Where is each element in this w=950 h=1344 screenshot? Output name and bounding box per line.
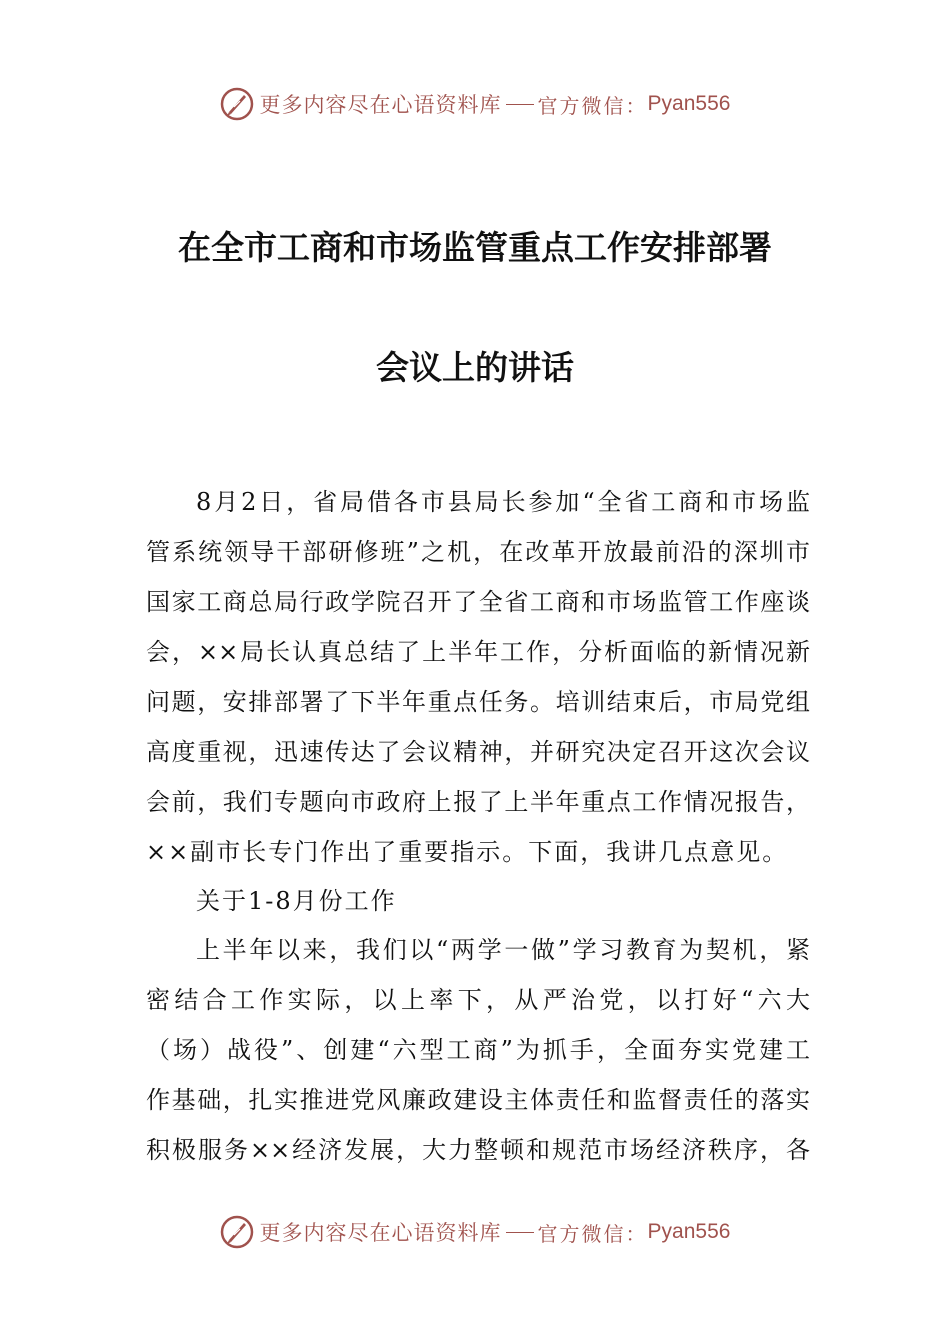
watermark-dash bbox=[506, 104, 534, 105]
paragraph1-line: 管系统领导干部研修班”之机，在改革开放最前沿的深圳市 bbox=[146, 538, 810, 566]
paragraph2-line: 密结合工作实际，以上率下，从严治党，以打好“六大 bbox=[146, 986, 810, 1014]
paragraph2-line: 作基础，扎实推进党风廉政建设主体责任和监督责任的落实 bbox=[146, 1086, 810, 1114]
wechat-id: Pyan556 bbox=[647, 1220, 731, 1243]
paragraph2-line: 上半年以来，我们以“两学一做”学习教育为契机，紧 bbox=[196, 936, 810, 964]
paragraph2-line: 积极服务××经济发展，大力整顿和规范市场经济秩序，各 bbox=[146, 1136, 810, 1164]
watermark-dash bbox=[506, 1232, 534, 1233]
quill-logo-icon bbox=[220, 1215, 254, 1249]
paragraph1-line: 8月2日，省局借各市县局长参加“全省工商和市场监 bbox=[196, 488, 810, 516]
footer-watermark-banner bbox=[0, 1212, 950, 1252]
document-title-line1: 在全市工商和市场监管重点工作安排部署 bbox=[178, 228, 772, 267]
wechat-label: 官方微信： bbox=[537, 93, 648, 118]
paragraph1-line: 会前，我们专题向市政府上报了上半年重点工作情况报告， bbox=[146, 788, 810, 816]
paragraph1-line: 国家工商总局行政学院召开了全省工商和市场监管工作座谈 bbox=[146, 588, 810, 616]
paragraph2-line: （场）战役”、创建“六型工商”为抓手，全面夯实党建工 bbox=[146, 1036, 810, 1064]
quill-logo-icon bbox=[220, 87, 254, 121]
paragraph1-line: 高度重视，迅速传达了会议精神，并研究决定召开这次会议 bbox=[146, 738, 810, 766]
paragraph1-line: 问题，安排部署了下半年重点任务。培训结束后，市局党组 bbox=[146, 688, 810, 716]
paragraph1-line: 会，××局长认真总结了上半年工作，分析面临的新情况新 bbox=[146, 638, 810, 666]
wechat-label: 官方微信： bbox=[537, 1221, 648, 1246]
watermark-text: 更多内容尽在心语资料库 bbox=[259, 93, 502, 117]
header-watermark-banner bbox=[0, 84, 950, 124]
document-title-line2: 会议上的讲话 bbox=[376, 348, 574, 387]
wechat-id: Pyan556 bbox=[647, 92, 731, 115]
watermark-text: 更多内容尽在心语资料库 bbox=[259, 1221, 502, 1245]
section-heading: 关于1-8月份工作 bbox=[196, 887, 397, 915]
paragraph1-line: ××副市长专门作出了重要指示。下面，我讲几点意见。 bbox=[146, 838, 789, 866]
